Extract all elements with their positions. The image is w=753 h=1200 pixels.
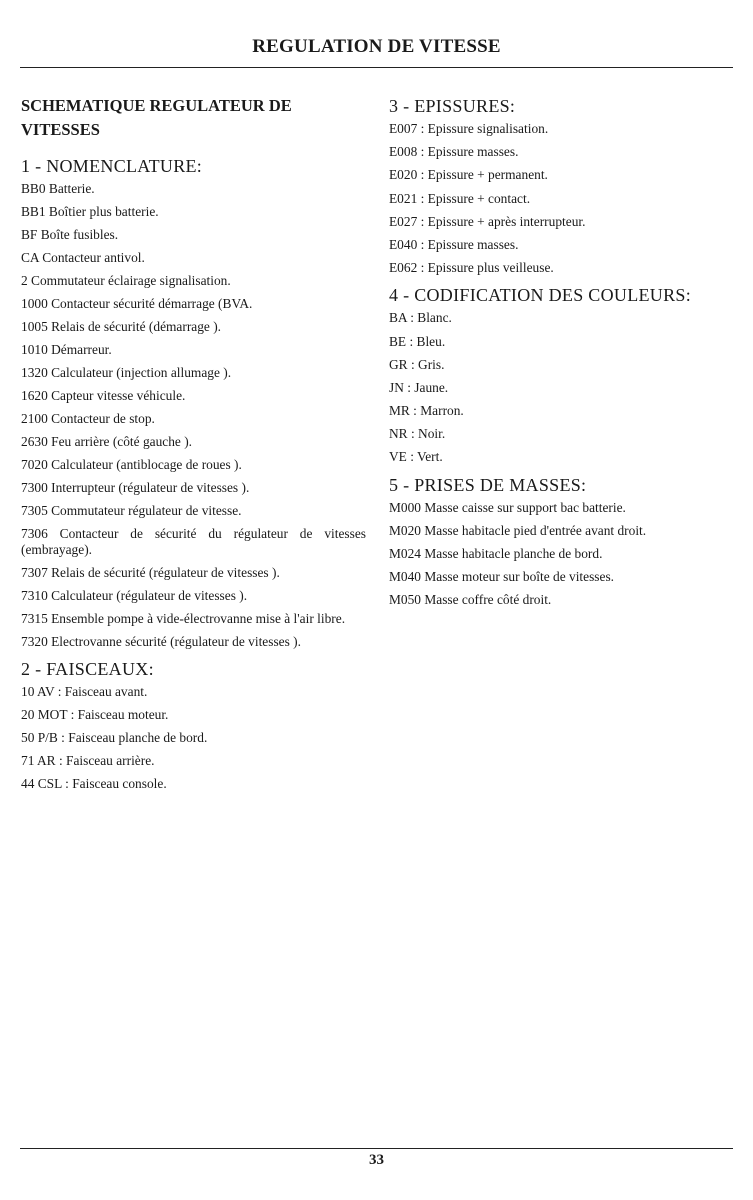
list-item: 7310 Calculateur (régulateur de vitesses ). [21,588,248,603]
section-heading-masses: 5 - PRISES DE MASSES: [389,474,587,495]
list-item: 7300 Interrupteur (régulateur de vitesses ). [21,480,250,495]
list-item: 2 Commutateur éclairage signalisation. [21,273,231,288]
couleurs-list [389,310,724,465]
list-item: 7306 Contacteur de sécurité du régulateur de vitesses (embrayage). [21,526,366,557]
list-item: 1010 Démarreur. [21,342,112,357]
footer-divider [20,1148,733,1149]
section-heading-epissures: 3 - EPISSURES: [389,96,516,116]
list-item: BB0 Batterie. [21,181,95,196]
list-item: BA : Blanc. [389,310,452,326]
list-item: 7315 Ensemble pompe à vide-électrovanne mise à l'air libre. [21,611,346,626]
list-item: 7307 Relais de sécurité (régulateur de vitesses ). [21,565,280,580]
list-item: 7320 Electrovanne sécurité (régulateur de vitesses ). [21,634,301,649]
list-item: 7305 Commutateur régulateur de vitesse. [21,503,242,518]
list-item: M020 Masse habitacle pied d'entrée avant droit. [389,522,647,538]
list-item: 1000 Contacteur sécurité démarrage (BVA. [21,296,253,311]
list-item: 2100 Contacteur de stop. [21,411,155,426]
list-item: E007 : Epissure signalisation. [389,121,549,136]
list-item: 7020 Calculateur (antiblocage de roues ). [21,457,242,472]
list-item: 1005 Relais de sécurité (démarrage ). [21,319,222,334]
list-item: E020 : Epissure + permanent. [389,167,548,183]
list-item: M000 Masse caisse sur support bac batterie. [389,499,626,515]
page-number: 33 [369,1152,384,1168]
list-item: 2630 Feu arrière (côté gauche ). [21,434,193,449]
section-heading-faisceaux: 2 - FAISCEAUX: [21,659,154,679]
left-column [21,94,366,799]
document-title: SCHEMATIQUE REGULATEUR DE VITESSES [21,96,292,139]
section-heading-nomenclature: 1 - NOMENCLATURE: [21,156,203,176]
list-item: E040 : Epissure masses. [389,236,519,252]
faisceaux-list [21,684,366,792]
list-item: 1320 Calculateur (injection allumage ). [21,365,232,380]
list-item: JN : Jaune. [389,379,449,395]
list-item: E027 : Epissure + après interrupteur. [389,213,586,229]
list-item: 1620 Capteur vitesse véhicule. [21,388,186,403]
list-item: BE : Bleu. [389,333,446,349]
nomenclature-list [21,181,366,650]
list-item: BB1 Boîtier plus batterie. [21,204,159,219]
list-item: M040 Masse moteur sur boîte de vitesses. [389,569,615,585]
list-item: E008 : Epissure masses. [389,144,519,160]
list-item: M050 Masse coffre côté droit. [389,592,552,608]
list-item: E062 : Epissure plus veilleuse. [389,260,554,276]
list-item: E021 : Epissure + contact. [389,190,531,206]
list-item: MR : Marron. [389,403,464,419]
list-item: 50 P/B : Faisceau planche de bord. [21,730,208,745]
masses-list [389,500,724,609]
page-header-title: REGULATION DE VITESSE [252,36,501,57]
right-column [389,94,724,616]
list-item: 10 AV : Faisceau avant. [21,684,148,699]
list-item: NR : Noir. [389,426,446,442]
section-heading-couleurs: 4 - CODIFICATION DES COULEURS: [389,285,692,306]
list-item: 71 AR : Faisceau arrière. [21,753,155,768]
list-item: M024 Masse habitacle planche de bord. [389,546,603,561]
header-divider [20,67,733,68]
list-item: BF Boîte fusibles. [21,227,119,242]
list-item: 20 MOT : Faisceau moteur. [21,707,169,722]
list-item: 44 CSL : Faisceau console. [21,776,167,791]
epissures-list [389,121,724,276]
list-item: VE : Vert. [389,449,443,465]
list-item: CA Contacteur antivol. [21,250,145,265]
list-item: GR : Gris. [389,356,445,372]
